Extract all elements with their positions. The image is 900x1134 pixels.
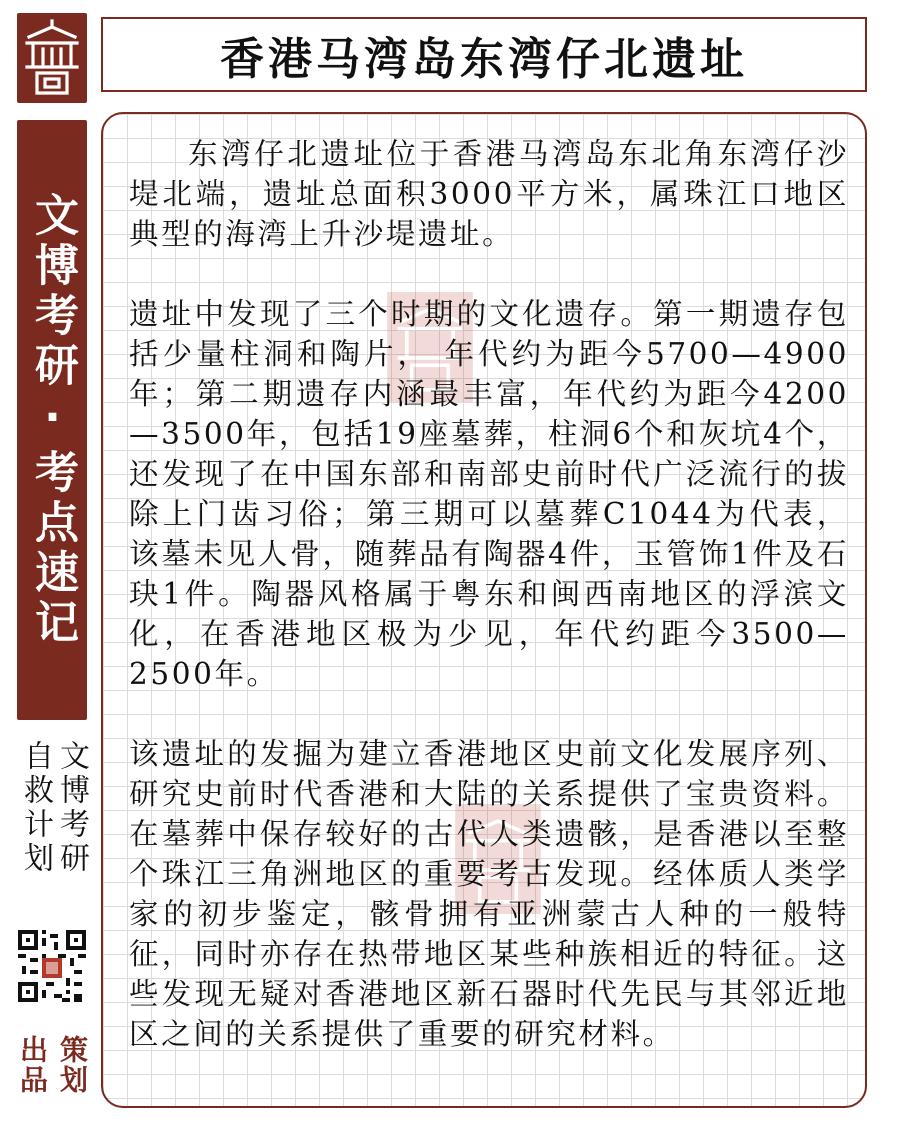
qr-code-icon[interactable] [18,930,86,1002]
logo-icon [17,13,87,103]
sidebar-col-right: 文博考研 [54,740,89,876]
page-title: 香港马湾岛东湾仔北遗址 [220,33,748,85]
credit-col-left: 出品 [16,1035,49,1095]
banner-text: 文博考研·考点速记 [27,191,78,649]
paragraph-periods: 遗址中发现了三个时期的文化遗存。第一期遗存包括少量柱洞和陶片， 年代约为距今5700—4900年；第二期遗存内涵最丰富，年代约为距今4200—3500年，包括19座墓葬，柱洞6个和灰坑4个，还发现了在中国东部和南部史前时代广泛流行的拔除上门齿习俗；第三期可以墓葬C1044为代表，该墓未见人骨，随葬品有陶器4件，玉管饰1件及石玦1件。陶器风格属于粤东和闽西南地区的浮滨文化，在香港地区极为少见，年代约距今3500—2500年。 [129,297,849,691]
paragraph-intro: 东湾仔北遗址位于香港马湾岛东北角东湾仔沙堤北端，遗址总面积3000平方米，属珠江口地区典型的海湾上升沙堤遗址。 [129,137,849,251]
self-rescue-plan [18,740,89,910]
sidebar-col-left: 自救计划 [18,740,53,876]
qr-code-graphic [18,930,86,1002]
building-gate-icon [17,13,87,103]
producer-credit [16,1035,89,1105]
title-box [101,17,867,92]
credit-col-right: 策划 [56,1035,89,1095]
paragraph-significance: 该遗址的发掘为建立香港地区史前文化发展序列、研究史前时代香港和大陆的关系提供了宝贵资料。在墓葬中保存较好的古代人类遗骸，是香港以至整个珠江三角洲地区的重要考古发现。经体质人类学家的初步鉴定，骸骨拥有亚洲蒙古人种的一般特征，同时亦存在热带地区某些种族相近的特征。这些发现无疑对香港地区新石器时代先民与其邻近地区之间的关系提供了重要的研究材料。 [129,737,849,1051]
content-panel [101,112,867,1108]
side-banner [17,120,87,720]
